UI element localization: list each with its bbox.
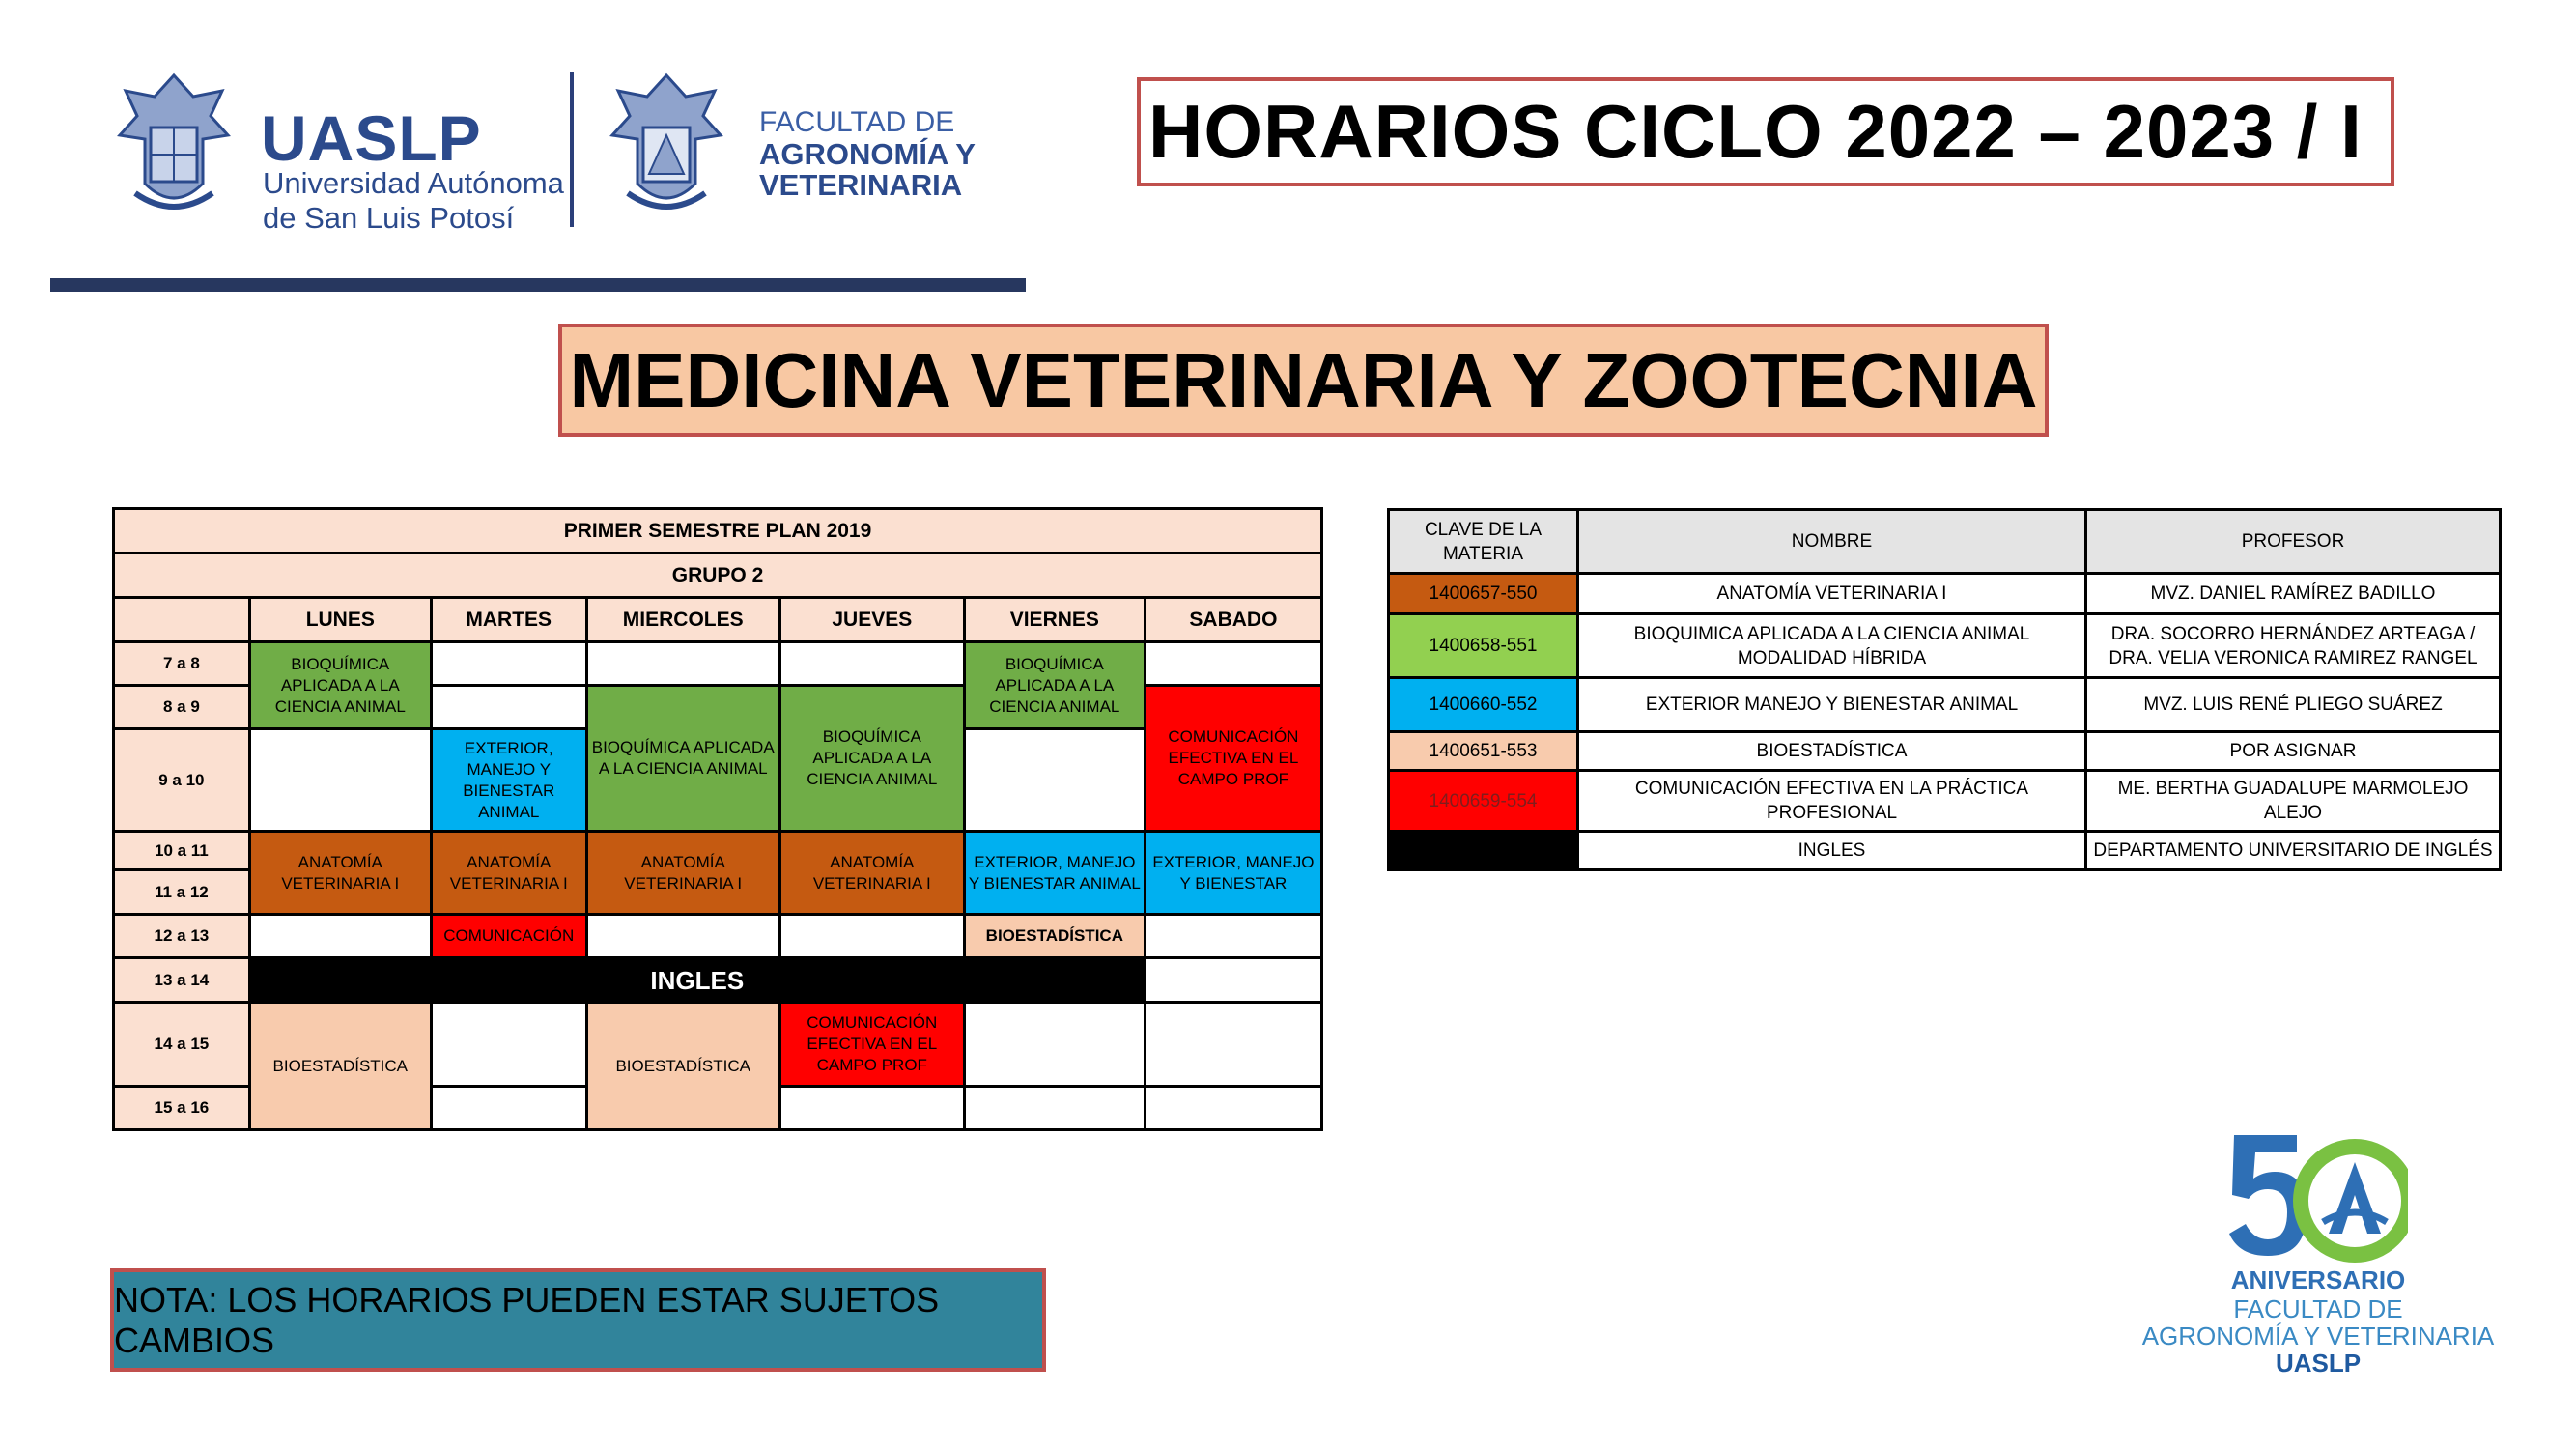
uaslp-name-line2: de San Luis Potosí: [263, 201, 515, 235]
uaslp-name-line1: Universidad Autónoma: [263, 166, 564, 200]
empty-cell: [1145, 642, 1321, 686]
empty-cell: [1145, 1003, 1321, 1087]
time-slot: 11 a 12: [114, 870, 250, 915]
subject-name: EXTERIOR MANEJO Y BIENESTAR ANIMAL: [1578, 678, 2086, 732]
time-slot: 12 a 13: [114, 915, 250, 958]
logo-divider: [570, 72, 574, 227]
class-block-bioquimica: BIOQUÍMICA APLICADA A LA CIENCIA ANIMAL: [249, 642, 431, 729]
table-row: [1389, 771, 2501, 832]
subject-professor: MVZ. LUIS RENÉ PLIEGO SUÁREZ: [2086, 678, 2501, 732]
empty-cell: [431, 1087, 586, 1130]
empty-cell: [964, 1003, 1145, 1087]
empty-cell: [431, 686, 586, 729]
column-header: PROFESOR: [2086, 510, 2501, 574]
empty-cell: [586, 642, 779, 686]
empty-cell: [586, 915, 779, 958]
empty-cell: [964, 1087, 1145, 1130]
page-title: HORARIOS CICLO 2022 – 2023 / I: [1137, 77, 2394, 186]
day-header: VIERNES: [964, 598, 1145, 642]
anniversary-line2: FACULTAD DE: [2233, 1294, 2403, 1323]
corner-cell: [114, 598, 250, 642]
subject-name: BIOESTADÍSTICA: [1578, 732, 2086, 771]
anniversary-line4: UASLP: [2275, 1349, 2362, 1378]
column-header: NOMBRE: [1578, 510, 2086, 574]
time-slot: 13 a 14: [114, 958, 250, 1003]
group-header: GRUPO 2: [114, 554, 1322, 598]
empty-cell: [779, 1087, 964, 1130]
anniversary-logo: [2139, 1125, 2497, 1377]
subject-professor: DRA. SOCORRO HERNÁNDEZ ARTEAGA / DRA. VELIA VERONICA RAMIREZ RANGEL: [2086, 614, 2501, 678]
class-block-anatomia: ANATOMÍA VETERINARIA I: [431, 832, 586, 915]
empty-cell: [249, 915, 431, 958]
program-title: MEDICINA VETERINARIA Y ZOOTECNIA: [558, 324, 2049, 437]
day-header: MIERCOLES: [586, 598, 779, 642]
schedule-note: NOTA: LOS HORARIOS PUEDEN ESTAR SUJETOS CAMBIOS: [110, 1268, 1046, 1372]
class-block-anatomia: ANATOMÍA VETERINARIA I: [249, 832, 431, 915]
subject-professor: DEPARTAMENTO UNIVERSITARIO DE INGLÉS: [2086, 832, 2501, 870]
uaslp-wordmark: UASLP: [261, 102, 482, 174]
class-block-exterior: EXTERIOR, MANEJO Y BIENESTAR ANIMAL: [964, 832, 1145, 915]
subject-name: INGLES: [1578, 832, 2086, 870]
class-block-exterior: EXTERIOR, MANEJO Y BIENESTAR ANIMAL: [431, 729, 586, 832]
empty-cell: [1145, 958, 1321, 1003]
empty-cell: [779, 915, 964, 958]
subject-professor: POR ASIGNAR: [2086, 732, 2501, 771]
subject-professor: MVZ. DANIEL RAMÍREZ BADILLO: [2086, 574, 2501, 614]
class-block-exterior: EXTERIOR, MANEJO Y BIENESTAR: [1145, 832, 1321, 915]
faculty-name-line3: VETERINARIA: [759, 168, 963, 202]
subject-name: COMUNICACIÓN EFECTIVA EN LA PRÁCTICA PROFESIONAL: [1578, 771, 2086, 832]
day-header: SABADO: [1145, 598, 1321, 642]
uaslp-seal-icon: [106, 68, 241, 222]
table-row: [1389, 614, 2501, 678]
anniversary-50-icon: [2215, 1125, 2408, 1270]
time-slot: 15 a 16: [114, 1087, 250, 1130]
subject-code: 1400659-554: [1389, 771, 1578, 832]
subject-code: 1400651-553: [1389, 732, 1578, 771]
subject-code: 1400658-551: [1389, 614, 1578, 678]
empty-cell: [1145, 915, 1321, 958]
column-header: CLAVE DE LA MATERIA: [1389, 510, 1578, 574]
class-block-comunicacion: COMUNICACIÓN: [431, 915, 586, 958]
class-block-bioestadistica: BIOESTADÍSTICA: [964, 915, 1145, 958]
empty-cell: [1145, 1087, 1321, 1130]
class-block-anatomia: ANATOMÍA VETERINARIA I: [779, 832, 964, 915]
empty-cell: [779, 642, 964, 686]
class-block-bioestadistica: BIOESTADÍSTICA: [586, 1003, 779, 1130]
subject-professor: ME. BERTHA GUADALUPE MARMOLEJO ALEJO: [2086, 771, 2501, 832]
faculty-seal-icon: [599, 68, 734, 222]
subject-name: BIOQUIMICA APLICADA A LA CIENCIA ANIMAL MODALIDAD HÍBRIDA: [1578, 614, 2086, 678]
class-block-bioquimica: BIOQUÍMICA APLICADA A LA CIENCIA ANIMAL: [964, 642, 1145, 729]
class-block-comunicacion: COMUNICACIÓN EFECTIVA EN EL CAMPO PROF: [779, 1003, 964, 1087]
time-slot: 8 a 9: [114, 686, 250, 729]
time-slot: 7 a 8: [114, 642, 250, 686]
time-slot: 14 a 15: [114, 1003, 250, 1087]
empty-cell: [964, 729, 1145, 832]
class-block-anatomia: ANATOMÍA VETERINARIA I: [586, 832, 779, 915]
class-block-comunicacion: COMUNICACIÓN EFECTIVA EN EL CAMPO PROF: [1145, 686, 1321, 832]
anniversary-line1: ANIVERSARIO: [2230, 1265, 2406, 1294]
day-header: JUEVES: [779, 598, 964, 642]
empty-cell: [431, 1003, 586, 1087]
subject-code: 1400660-552: [1389, 678, 1578, 732]
schedule-table: [112, 507, 1323, 1131]
day-header: LUNES: [249, 598, 431, 642]
class-block-bioquimica: BIOQUÍMICA APLICADA A LA CIENCIA ANIMAL: [779, 686, 964, 832]
table-row: [1389, 832, 2501, 870]
table-row: [1389, 574, 2501, 614]
class-block-ingles: INGLES: [249, 958, 1145, 1003]
empty-cell: [249, 729, 431, 832]
subjects-table: [1387, 508, 2502, 871]
faculty-name-line2: AGRONOMÍA Y: [759, 137, 976, 171]
subject-code: [1389, 832, 1578, 870]
class-block-bioquimica: BIOQUÍMICA APLICADA A LA CIENCIA ANIMAL: [586, 686, 779, 832]
empty-cell: [431, 642, 586, 686]
subject-name: ANATOMÍA VETERINARIA I: [1578, 574, 2086, 614]
anniversary-line3: AGRONOMÍA Y VETERINARIA: [2141, 1321, 2495, 1350]
time-slot: 9 a 10: [114, 729, 250, 832]
header-rule: [50, 278, 1026, 292]
class-block-bioestadistica: BIOESTADÍSTICA: [249, 1003, 431, 1130]
table-row: [1389, 732, 2501, 771]
subject-code: 1400657-550: [1389, 574, 1578, 614]
faculty-name-line1: FACULTAD DE: [759, 106, 955, 138]
table-row: [1389, 678, 2501, 732]
time-slot: 10 a 11: [114, 832, 250, 870]
semester-header: PRIMER SEMESTRE PLAN 2019: [114, 509, 1322, 554]
day-header: MARTES: [431, 598, 586, 642]
